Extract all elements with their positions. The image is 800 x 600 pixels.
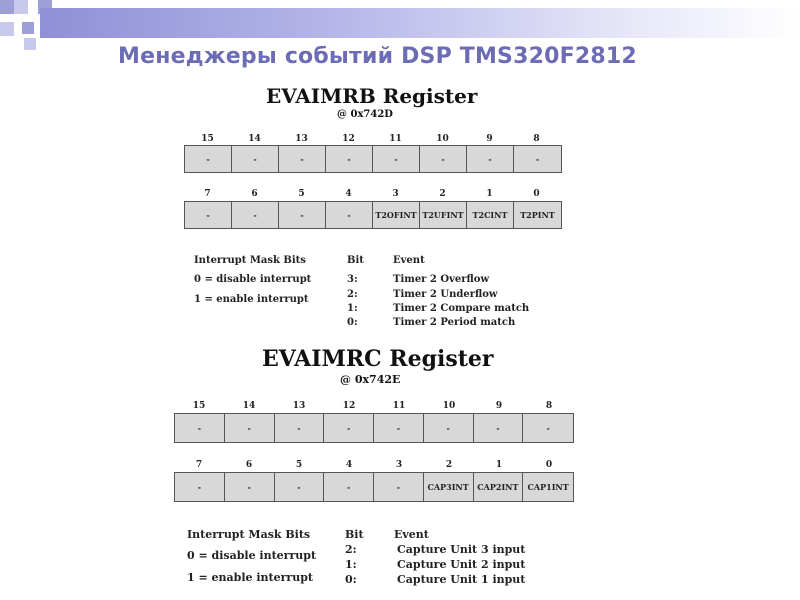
- slide-title: Менеджеры событий DSP TMS320F2812: [118, 44, 637, 69]
- bit-field: -: [275, 473, 325, 501]
- event-bit: 1:: [347, 303, 358, 314]
- bit-number: 11: [392, 401, 406, 411]
- bit-numbers-high: [174, 401, 574, 411]
- bit-field: T2PINT: [520, 210, 555, 220]
- register-row-high: [174, 413, 574, 443]
- event-header: Event: [394, 528, 429, 541]
- register-row-high: [184, 145, 562, 173]
- bit-field: -: [279, 146, 326, 172]
- event-bit: 0:: [347, 317, 358, 328]
- bit-field: -: [474, 414, 524, 442]
- bit-field: -: [373, 146, 420, 172]
- bit-number: 11: [389, 134, 402, 144]
- bit-number: 10: [436, 134, 449, 144]
- bit-number: 5: [295, 460, 303, 470]
- header-band: [40, 8, 800, 38]
- mask-bit-item: 1 = enable interrupt: [187, 571, 313, 584]
- bit-number: 6: [245, 460, 253, 470]
- bit-field: -: [232, 146, 279, 172]
- bit-number: 4: [345, 189, 352, 199]
- bit-number: 2: [445, 460, 453, 470]
- bit-number: 3: [395, 460, 403, 470]
- event-bit: 3:: [347, 274, 358, 285]
- bit-field: -: [374, 414, 424, 442]
- bit-number: 13: [292, 401, 306, 411]
- bit-numbers-low: [184, 189, 560, 199]
- event-name: Capture Unit 2 input: [397, 558, 526, 571]
- event-bit: 2:: [347, 289, 358, 300]
- bit-field: -: [175, 414, 225, 442]
- bit-number: 8: [533, 134, 540, 144]
- bit-field: T2UFINT: [420, 202, 467, 228]
- bit-number: 8: [545, 401, 553, 411]
- bit-number: 7: [204, 189, 211, 199]
- event-name: Capture Unit 1 input: [397, 573, 526, 586]
- event-name: Timer 2 Overflow: [393, 274, 490, 285]
- corner-square-1: [0, 0, 14, 14]
- register-address: @ 0x742E: [340, 373, 401, 386]
- bit-field: -: [225, 414, 275, 442]
- bit-number: 9: [495, 401, 503, 411]
- bit-number: 10: [442, 401, 456, 411]
- register-title: EVAIMRC Register: [262, 346, 494, 372]
- bit-number: 6: [251, 189, 258, 199]
- mask-bit-item: 0 = disable interrupt: [187, 549, 317, 562]
- bit-field: -: [232, 202, 279, 228]
- register-address: @ 0x742D: [337, 109, 393, 120]
- bit-field: -: [275, 414, 325, 442]
- bit-number: 4: [345, 460, 353, 470]
- event-name: Timer 2 Period match: [393, 317, 516, 328]
- bit-field: CAP1INT: [527, 482, 569, 492]
- bit-field: -: [374, 473, 424, 501]
- bit-field: -: [225, 473, 275, 501]
- bit-field: -: [279, 202, 326, 228]
- event-name: Timer 2 Underflow: [393, 289, 498, 300]
- bit-number: 15: [192, 401, 206, 411]
- register-row-low: [174, 472, 574, 502]
- mask-bits-header: Interrupt Mask Bits: [194, 255, 306, 266]
- event-bit: 2:: [345, 543, 357, 556]
- corner-square-5: [22, 22, 34, 34]
- bit-field: CAP2INT: [474, 473, 524, 501]
- bit-number: 13: [295, 134, 308, 144]
- bit-number: 7: [195, 460, 203, 470]
- bit-field: CAP3INT: [424, 473, 474, 501]
- bit-field: T2OFINT: [373, 202, 420, 228]
- bit-field: -: [324, 414, 374, 442]
- bit-number: 9: [486, 134, 493, 144]
- bit-field: -: [175, 473, 225, 501]
- bit-number: 14: [242, 401, 256, 411]
- mask-bit-item: 0 = disable interrupt: [194, 274, 312, 285]
- bit-number: 12: [342, 401, 356, 411]
- bit-header: Bit: [347, 255, 364, 266]
- bit-field: -: [185, 146, 232, 172]
- mask-bits-header: Interrupt Mask Bits: [187, 528, 311, 541]
- event-name: Capture Unit 3 input: [397, 543, 526, 556]
- bit-field: -: [326, 146, 373, 172]
- mask-bit-item: 1 = enable interrupt: [194, 294, 309, 305]
- corner-square-4: [0, 22, 14, 36]
- bit-field: -: [326, 202, 373, 228]
- bit-number: 0: [545, 460, 553, 470]
- bit-number: 1: [486, 189, 493, 199]
- bit-field: -: [324, 473, 374, 501]
- bit-number: 5: [298, 189, 305, 199]
- bit-number: 14: [248, 134, 261, 144]
- event-header: Event: [393, 255, 425, 266]
- bit-numbers-high: [184, 134, 560, 144]
- register-row-low: [184, 201, 562, 229]
- event-bit: 1:: [345, 558, 357, 571]
- bit-number: 3: [392, 189, 399, 199]
- register-title: EVAIMRB Register: [266, 84, 478, 108]
- bit-number: 15: [201, 134, 214, 144]
- bit-field: -: [535, 154, 540, 164]
- bit-numbers-low: [174, 460, 574, 470]
- event-name: Timer 2 Compare match: [393, 303, 530, 314]
- bit-field: -: [467, 146, 514, 172]
- event-bit: 0:: [345, 573, 357, 586]
- bit-number: 1: [495, 460, 503, 470]
- bit-field: T2CINT: [467, 202, 514, 228]
- bit-field: -: [546, 423, 550, 433]
- bit-field: -: [185, 202, 232, 228]
- bit-header: Bit: [345, 528, 364, 541]
- bit-field: -: [420, 146, 467, 172]
- bit-number: 0: [533, 189, 540, 199]
- corner-square-2: [14, 0, 28, 14]
- corner-square-6: [24, 38, 36, 50]
- bit-number: 12: [342, 134, 355, 144]
- bit-field: -: [424, 414, 474, 442]
- bit-number: 2: [439, 189, 446, 199]
